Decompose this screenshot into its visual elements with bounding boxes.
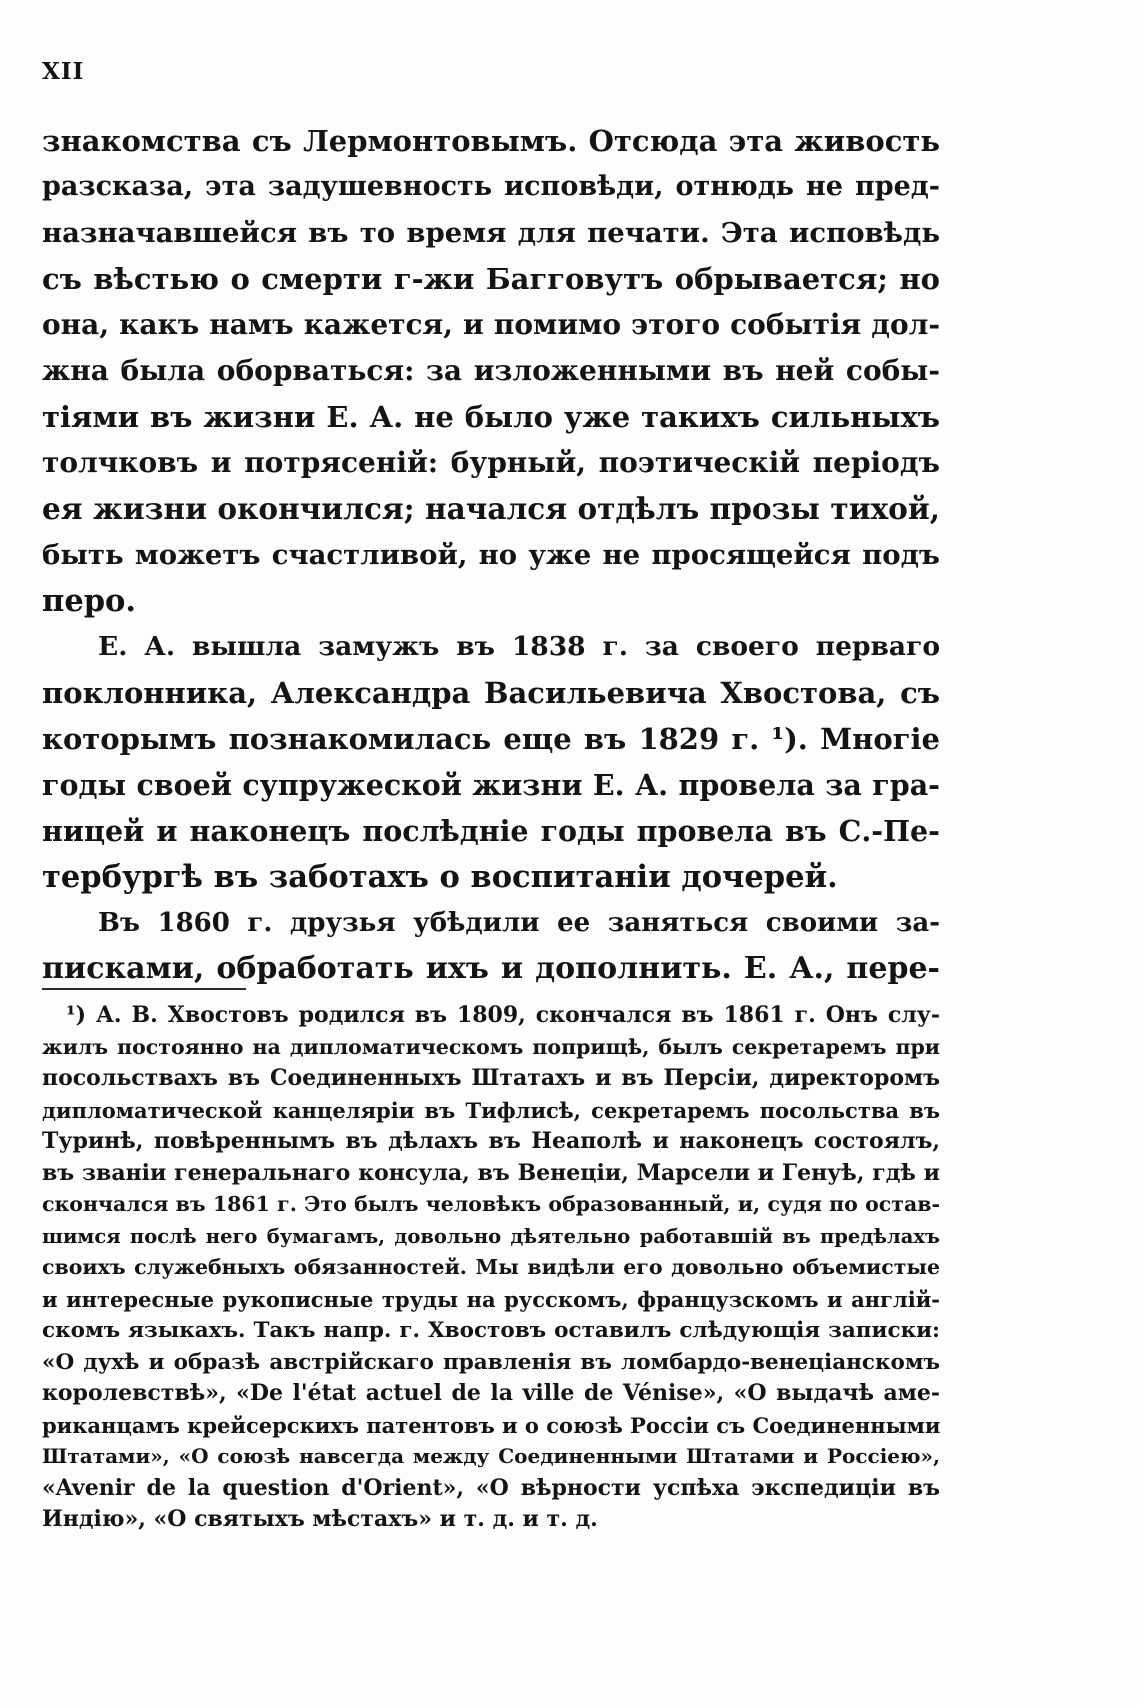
footnote-line: въ званіи генеральнаго консула, въ Венеціи, Марсели и Генуѣ, гдѣ и	[42, 1159, 940, 1186]
footnote-line: Туринѣ, повѣреннымъ въ дѣлахъ въ Неаполѣ и наконецъ состоялъ,	[42, 1128, 940, 1154]
footnote	[42, 1000, 940, 1536]
page-number: XII	[42, 58, 85, 85]
text-line: перо.	[42, 583, 137, 619]
footnote-line: скончался въ 1861 г. Это былъ человѣкъ образованный, и, судя по остав-	[42, 1192, 940, 1216]
footnote-line: шимся послѣ него бумагамъ, довольно дѣятельно работавшій въ предѣлахъ	[42, 1224, 940, 1248]
footnote-line: Индію», «О святыхъ мѣстахъ» и т. д. и т. д.	[42, 1506, 598, 1532]
footnote-line: дипломатической канцеляріи въ Тифлисѣ, секретаремъ посольства въ	[42, 1097, 940, 1123]
footnote-line: посольствахъ въ Соединенныхъ Штатахъ и въ Персіи, директоромъ	[42, 1065, 940, 1091]
text-line: назначавшейся въ то время для печати. Эта исповѣдь	[42, 217, 940, 249]
text-line: Въ 1860 г. друзья убѣдили ее заняться своими за-	[98, 908, 940, 938]
footnote-line: «О духѣ и образѣ австрійскаго правленія въ ломбардо-венеціанскомъ	[42, 1349, 940, 1375]
footnote-line: жилъ постоянно на дипломатическомъ поприщѣ, былъ секретаремъ при	[42, 1034, 940, 1059]
text-line: быть можетъ счастливой, но уже не просящейся подъ	[42, 539, 940, 571]
text-line: тіями въ жизни Е. А. не было уже такихъ сильныхъ	[42, 400, 940, 434]
text-line: съ вѣстью о смерти г-жи Багговутъ обрывается; но	[42, 262, 940, 296]
footnote-line: риканцамъ крейсерскихъ патентовъ и о союзѣ Россіи съ Соединенными	[42, 1412, 941, 1438]
text-line: Е. А. вышла замужъ въ 1838 г. за своего перваго	[98, 631, 940, 662]
footnote-divider	[42, 988, 246, 990]
text-line: она, какъ намъ кажется, и помимо этого событія дол-	[42, 308, 940, 341]
text-line: писками, обработать ихъ и дополнить. Е. А., пере-	[42, 951, 940, 986]
text-line: ницей и наконецъ послѣдніе годы провела въ С.-Пе-	[42, 814, 940, 848]
text-line: которымъ познакомилась еще въ 1829 г. ¹). Многіе	[42, 722, 940, 756]
text-line: разсказа, эта задушевность исповѣди, отнюдь не пред-	[42, 171, 940, 202]
footnote-line: Штатами», «О союзѣ навсегда между Соединенными Штатами и Россіею»,	[42, 1444, 940, 1468]
text-line: тербургѣ въ заботахъ о воспитаніи дочерей.	[42, 859, 838, 895]
text-line: годы своей супружеской жизни Е. А. провела за гра-	[42, 768, 940, 802]
footnote-line: королевствѣ», «De l'état actuel de la ville de Vénise», «О выдачѣ аме-	[42, 1380, 940, 1406]
text-line: знакомства съ Лермонтовымъ. Отсюда эта живость	[42, 124, 940, 158]
footnote-line: своихъ служебныхъ обязанностей. Мы видѣли его довольно объемистые	[42, 1255, 940, 1279]
text-line: жна была оборваться: за изложенными въ ней собы-	[42, 354, 940, 387]
footnote-line: скомъ языкахъ. Такъ напр. г. Хвостовъ оставилъ слѣдующія записки:	[42, 1318, 940, 1343]
text-line: ея жизни окончился; начался отдѣлъ прозы тихой,	[42, 491, 940, 526]
footnote-line: ¹) А. В. Хвостовъ родился въ 1809, скончался въ 1861 г. Онъ слу-	[66, 1002, 940, 1028]
footnote-line: и интересные рукописные труды на русскомъ, французскомъ и англій-	[42, 1286, 940, 1312]
footnote-line: «Avenir de la question d'Orient», «О вѣрности успѣха экспедиціи въ	[42, 1474, 940, 1501]
text-line: толчковъ и потрясеній: бурный, поэтическій періодъ	[42, 446, 940, 479]
main-text	[42, 118, 940, 992]
text-line: поклонника, Александра Васильевича Хвостова, съ	[42, 676, 940, 710]
